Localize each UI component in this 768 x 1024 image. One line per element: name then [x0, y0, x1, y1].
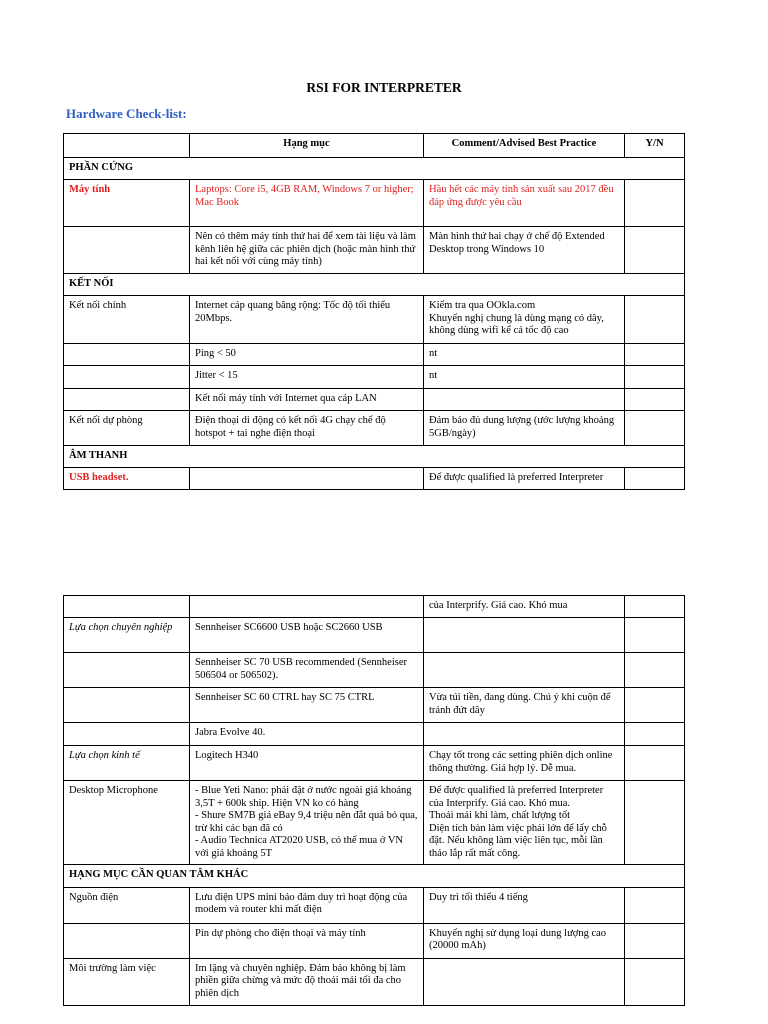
table-row	[64, 688, 685, 723]
item-cell: Nên có thêm máy tính thứ hai để xem tài liệu và làm kênh liên hệ giữa các phiên dịch (hoặc màn hình thứ hai kết nối với cùng máy tính)	[190, 227, 424, 274]
table-row	[64, 618, 685, 653]
table-header-row	[64, 134, 685, 158]
yn-cell[interactable]	[625, 366, 685, 389]
table-row	[64, 923, 685, 958]
comment-cell: Vừa túi tiền, đang dùng. Chú ý khi cuộn để tránh đứt dây	[424, 688, 625, 723]
table-row	[64, 180, 685, 227]
item-cell: Laptops: Core i5, 4GB RAM, Windows 7 or higher; Mac Book	[190, 180, 424, 227]
comment-cell: Để được qualified là preferred Interpreter của Interprify. Giá cao. Khó mua. Thoải mái khi làm, chất lượng tốt Diện tích bàn làm việc phải lớn để lấy chỗ đặt. Nếu không làm việc liên tục, mỗi lần tháo lắp rất mất công.	[424, 781, 625, 865]
item-cell: Sennheiser SC6600 USB hoặc SC2660 USB	[190, 618, 424, 653]
item-cell: Điện thoại di động có kết nối 4G chạy chế độ hotspot + tai nghe điện thoại	[190, 411, 424, 446]
row-label-empty	[64, 923, 190, 958]
table-row	[64, 781, 685, 865]
item-cell: Ping < 50	[190, 344, 424, 366]
comment-cell	[424, 389, 625, 411]
yn-cell[interactable]	[625, 618, 685, 653]
yn-cell[interactable]	[625, 781, 685, 865]
yn-cell[interactable]	[625, 411, 685, 446]
table-row	[64, 468, 685, 490]
row-label-empty	[64, 653, 190, 688]
comment-cell: Đảm bảo đủ dung lượng (ước lượng khoảng 5GB/ngày)	[424, 411, 625, 446]
category-ket-noi: KẾT NỐI	[64, 274, 685, 296]
header-cell-comment: Comment/Advised Best Practice	[424, 134, 625, 158]
table-row	[64, 296, 685, 344]
table-row	[64, 958, 685, 1005]
item-cell: Pin dự phòng cho điện thoại và máy tính	[190, 923, 424, 958]
yn-cell[interactable]	[625, 468, 685, 490]
row-label-kinh-te: Lựa chọn kinh tế	[64, 746, 190, 781]
table-row	[64, 653, 685, 688]
item-cell: Sennheiser SC 60 CTRL hay SC 75 CTRL	[190, 688, 424, 723]
item-cell: Sennheiser SC 70 USB recommended (Sennheiser 506504 or 506502).	[190, 653, 424, 688]
yn-cell[interactable]	[625, 596, 685, 618]
row-label-du-phong: Kết nối dự phòng	[64, 411, 190, 446]
yn-cell[interactable]	[625, 746, 685, 781]
category-row	[64, 864, 685, 887]
comment-cell	[424, 958, 625, 1005]
header-cell-item: Hạng mục	[190, 134, 424, 158]
comment-cell: Kiểm tra qua OOkla.com Khuyến nghị chung là dùng mạng có dây, không dùng wifi kể cả tốc độ cao	[424, 296, 625, 344]
category-row	[64, 274, 685, 296]
comment-cell: nt	[424, 344, 625, 366]
table-row	[64, 366, 685, 389]
yn-cell[interactable]	[625, 653, 685, 688]
category-row	[64, 158, 685, 180]
yn-cell[interactable]	[625, 180, 685, 227]
item-cell: Logitech H340	[190, 746, 424, 781]
item-cell: Internet cáp quang băng rộng: Tốc độ tối thiểu 20Mbps.	[190, 296, 424, 344]
row-label-ket-noi-chinh: Kết nối chính	[64, 296, 190, 344]
yn-cell[interactable]	[625, 227, 685, 274]
table-row	[64, 411, 685, 446]
table-row	[64, 723, 685, 746]
item-cell: Lưu điện UPS mini bảo đảm duy trì hoạt động của modem và router khi mất điện	[190, 887, 424, 923]
row-label-moi-truong: Môi trường làm việc	[64, 958, 190, 1005]
category-phan-cung: PHẦN CỨNG	[64, 158, 685, 180]
comment-cell: Màn hình thứ hai chạy ở chế độ Extended Desktop trong Windows 10	[424, 227, 625, 274]
row-label-desktop-microphone: Desktop Microphone	[64, 781, 190, 865]
row-label-empty	[64, 389, 190, 411]
item-cell: Jabra Evolve 40.	[190, 723, 424, 746]
item-cell: Jitter < 15	[190, 366, 424, 389]
comment-cell	[424, 618, 625, 653]
yn-cell[interactable]	[625, 923, 685, 958]
category-row	[64, 446, 685, 468]
item-cell: Im lặng và chuyên nghiệp. Đảm bảo không bị làm phiền giữa chừng và mức độ thoải mái tối đa cho phiên dịch	[190, 958, 424, 1005]
yn-cell[interactable]	[625, 344, 685, 366]
comment-cell: Hầu hết các máy tính sản xuất sau 2017 đều đáp ứng được yêu cầu	[424, 180, 625, 227]
item-cell: Kết nối máy tính với Internet qua cáp LAN	[190, 389, 424, 411]
row-label-empty	[64, 366, 190, 389]
category-khac: HẠNG MỤC CẦN QUAN TÂM KHÁC	[64, 864, 685, 887]
comment-cell: Khuyến nghị sử dụng loại dung lượng cao (20000 mAh)	[424, 923, 625, 958]
row-label-empty	[64, 596, 190, 618]
yn-cell[interactable]	[625, 887, 685, 923]
table-row	[64, 227, 685, 274]
table-row	[64, 344, 685, 366]
item-cell	[190, 468, 424, 490]
hardware-checklist-table-continued	[63, 595, 685, 1006]
comment-cell: Duy trì tối thiểu 4 tiếng	[424, 887, 625, 923]
row-label-empty	[64, 688, 190, 723]
comment-cell: nt	[424, 366, 625, 389]
yn-cell[interactable]	[625, 958, 685, 1005]
yn-cell[interactable]	[625, 688, 685, 723]
item-cell: - Blue Yeti Nano: phải đặt ở nước ngoài giá khoảng 3,5T + 600k ship. Hiện VN ko có hàng - Shure SM7B giá eBay 9,4 triệu nên đắt quá bỏ qua, trừ khi các bạn đã có - Audio Technica AT2020 USB, có thể mua ở VN với giá khoảng 5T	[190, 781, 424, 865]
section-heading: Hardware Check-list:	[66, 106, 187, 121]
yn-cell[interactable]	[625, 296, 685, 344]
row-label-empty	[64, 227, 190, 274]
comment-cell: Để được qualified là preferred Interpreter	[424, 468, 625, 490]
header-cell-yn: Y/N	[625, 134, 685, 158]
row-label-nguon-dien: Nguồn điện	[64, 887, 190, 923]
yn-cell[interactable]	[625, 723, 685, 746]
row-label-chuyen-nghiep: Lựa chọn chuyên nghiệp	[64, 618, 190, 653]
header-cell-blank	[64, 134, 190, 158]
table-row	[64, 596, 685, 618]
yn-cell[interactable]	[625, 389, 685, 411]
row-label-empty	[64, 344, 190, 366]
hardware-checklist-table	[63, 133, 685, 490]
comment-cell: của Interprify. Giá cao. Khó mua	[424, 596, 625, 618]
table-row	[64, 746, 685, 781]
page-title: RSI FOR INTERPRETER	[306, 80, 462, 95]
table-row	[64, 887, 685, 923]
category-am-thanh: ÂM THANH	[64, 446, 685, 468]
comment-cell	[424, 653, 625, 688]
comment-cell	[424, 723, 625, 746]
item-cell	[190, 596, 424, 618]
table-row	[64, 389, 685, 411]
row-label-empty	[64, 723, 190, 746]
comment-cell: Chạy tốt trong các setting phiên dịch online thông thường. Giá hợp lý. Dễ mua.	[424, 746, 625, 781]
row-label-may-tinh: Máy tính	[64, 180, 190, 227]
row-label-usb-headset: USB headset.	[64, 468, 190, 490]
